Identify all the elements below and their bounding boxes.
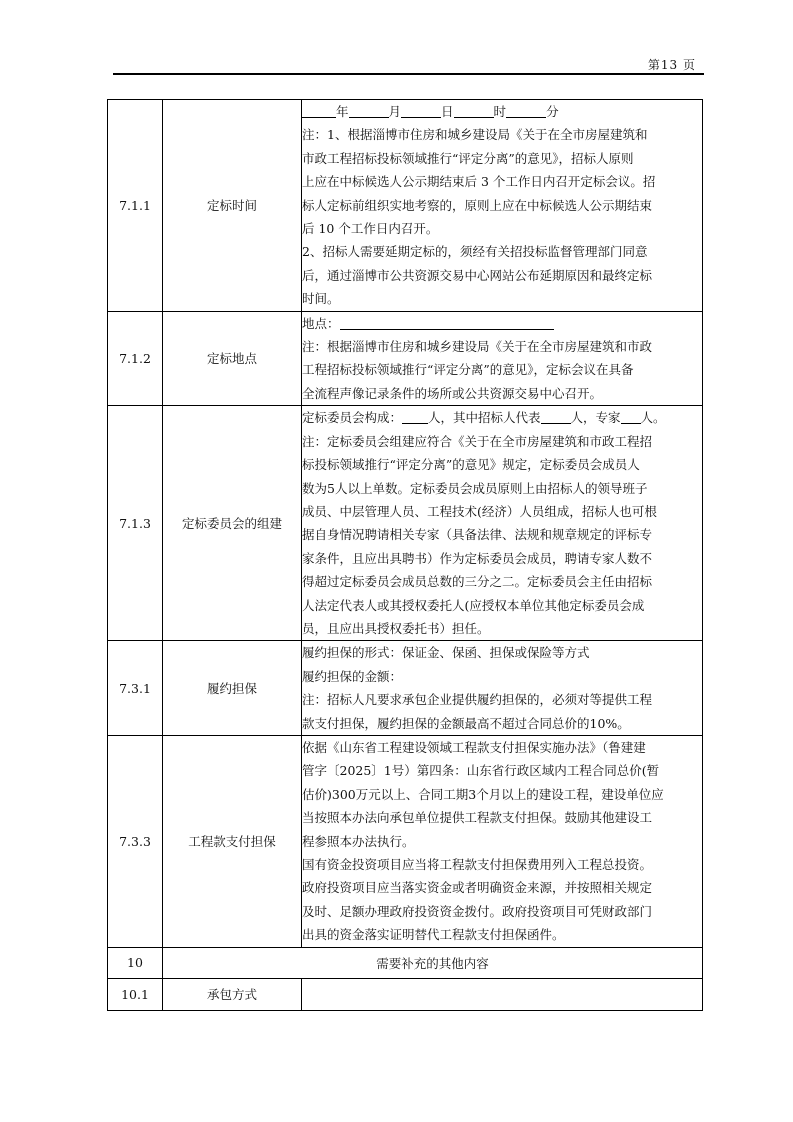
note-line: 时间。	[302, 291, 340, 307]
note-line: 家条件，且应出具聘书）作为定标委员会成员，聘请专家人数不	[302, 550, 653, 566]
clause-content	[302, 311, 703, 406]
location-blank[interactable]	[340, 314, 554, 330]
clause-title: 定标委员会的组建	[163, 406, 302, 641]
note-line: 得超过定标委员会成员总数的三分之二。定标委员会主任由招标	[302, 574, 653, 590]
text-line: 依据《山东省工程建设领域工程款支付担保实施办法》（鲁建建	[302, 739, 646, 755]
note-line: 工程招标投标领域推行“评定分离”的意见》，定标会议在具备	[302, 362, 634, 378]
time-blank-line: 年 月 日 时 分	[302, 100, 702, 123]
text-line: 出具的资金落实证明替代工程款支付担保函件。	[302, 927, 565, 943]
note-line: 上应在中标候选人公示期结束后 3 个工作日内召开定标会议。招	[302, 174, 656, 190]
clause-number: 7.1.2	[108, 311, 163, 406]
section-number: 10	[108, 947, 163, 978]
text-line: 及时、足额办理政府投资资金拨付。政府投资项目可凭财政部门	[302, 903, 653, 919]
table-row	[108, 641, 703, 736]
note-line: 注：定标委员会组建应符合《关于在全市房屋建筑和市政工程招	[302, 433, 653, 449]
text-line: 履约担保的金额：	[302, 668, 403, 684]
clause-title: 工程款支付担保	[163, 735, 302, 947]
note-line: 注：1、根据淄博市住房和城乡建设局《关于在全市房屋建筑和	[302, 127, 648, 143]
header-rule	[113, 73, 704, 75]
text-line: 管字〔2025〕1号）第四条：山东省行政区域内工程合同总价(暂	[302, 763, 660, 779]
page-number: 第13 页	[647, 58, 696, 72]
clause-number: 7.1.1	[108, 100, 163, 312]
note-line: 成员、中层管理人员、工程技术(经济）人员组成，招标人也可根	[302, 503, 657, 519]
clause-content	[302, 100, 703, 312]
table-row	[108, 947, 703, 978]
text-line: 当按照本办法向承包单位提供工程款支付担保。鼓励其他建设工	[302, 810, 653, 826]
hour-blank[interactable]	[454, 102, 494, 118]
clause-number: 7.3.1	[108, 641, 163, 736]
expert-count-blank[interactable]	[621, 408, 641, 424]
note-line: 2、招标人需要延期定标的，须经有关招投标监督管理部门同意	[302, 244, 648, 260]
note-line: 据自身情况聘请相关专家（具备法律、法规和规章规定的评标专	[302, 527, 653, 543]
table-row	[108, 978, 703, 1010]
year-blank[interactable]	[302, 102, 336, 118]
table-row	[108, 735, 703, 947]
text-line: 履约担保的形式：保证金、保函、担保或保险等方式	[302, 645, 590, 661]
table-row	[108, 406, 703, 641]
minute-blank[interactable]	[506, 102, 546, 118]
note-line: 人法定代表人或其授权委托人(应授权本单位其他定标委员会成	[302, 597, 645, 613]
note-line: 全流程声像记录条件的场所或公共资源交易中心召开。	[302, 385, 603, 401]
location-line: 地点：	[302, 312, 702, 335]
clause-title: 定标地点	[163, 311, 302, 406]
text-line: 政府投资项目应当落实资金或者明确资金来源，并按照相关规定	[302, 880, 653, 896]
clause-number: 7.1.3	[108, 406, 163, 641]
note-line: 款支付担保，履约担保的金额最高不超过合同总价的10%。	[302, 715, 630, 731]
clause-content	[302, 406, 703, 641]
clause-number: 7.3.3	[108, 735, 163, 947]
note-line: 数为5人以上单数。定标委员会成员原则上由招标人的领导班子	[302, 480, 648, 496]
note-line: 注：根据淄博市住房和城乡建设局《关于在全市房屋建筑和市政	[302, 339, 653, 355]
text-line: 国有资金投资项目应当将工程款支付担保费用列入工程总投资。	[302, 857, 653, 872]
table-row	[108, 311, 703, 406]
note-line: 市政工程招标投标领域推行“评定分离”的意见》，招标人原则	[302, 150, 634, 166]
clause-title: 定标时间	[163, 100, 302, 312]
bid-info-table	[107, 99, 703, 1011]
note-line: 后 10 个工作日内召开。	[302, 221, 439, 237]
clause-title: 承包方式	[163, 978, 302, 1010]
section-title: 需要补充的其他内容	[163, 947, 703, 978]
month-blank[interactable]	[349, 102, 389, 118]
day-blank[interactable]	[401, 102, 441, 118]
clause-title: 履约担保	[163, 641, 302, 736]
composition-line: 定标委员会构成： 人，其中招标人代表 人，专家 人。	[302, 410, 666, 426]
clause-content	[302, 735, 703, 947]
note-line: 标投标领域推行“评定分离”的意见》规定，定标委员会成员人	[302, 457, 640, 473]
contract-method-value[interactable]	[302, 978, 703, 1010]
clause-content	[302, 641, 703, 736]
note-line: 注：招标人凡要求承包企业提供履约担保的，必须对等提供工程	[302, 692, 653, 708]
tenderer-rep-blank[interactable]	[541, 408, 571, 424]
text-line: 估价)300万元以上、合同工期3个月以上的建设工程，建设单位应	[302, 786, 664, 802]
text-line: 程参照本办法执行。	[302, 833, 415, 849]
table-row	[108, 100, 703, 312]
clause-number: 10.1	[108, 978, 163, 1010]
note-line: 标人定标前组织实地考察的，原则上应在中标候选人公示期结束	[302, 197, 653, 213]
note-line: 员，且应出具授权委托书）担任。	[302, 620, 490, 636]
total-members-blank[interactable]	[402, 408, 428, 424]
note-line: 后，通过淄博市公共资源交易中心网站公布延期原因和最终定标	[302, 267, 653, 283]
